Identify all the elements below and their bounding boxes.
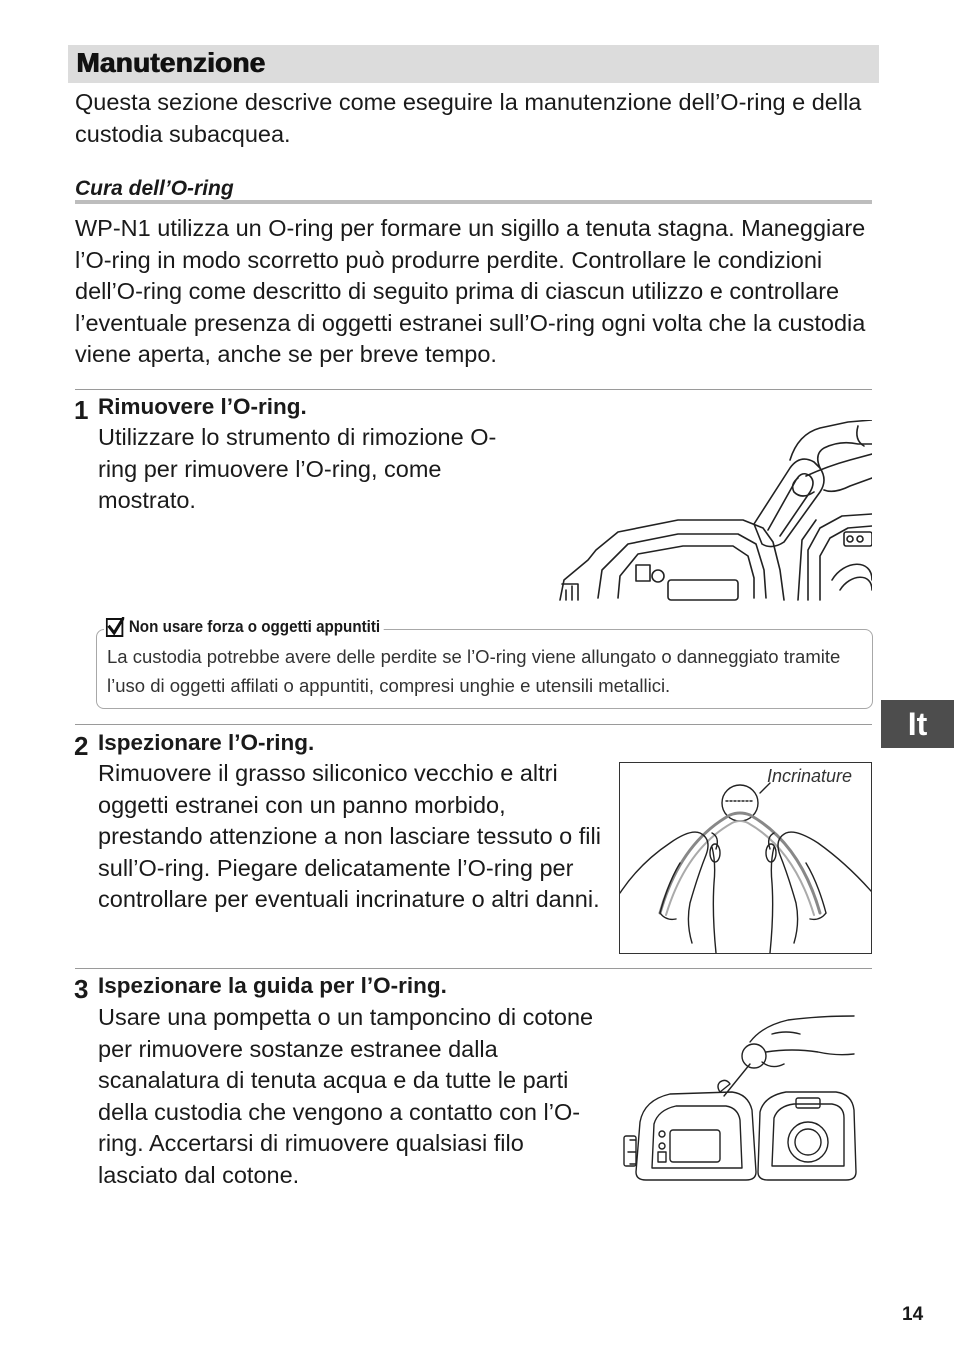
divider xyxy=(75,724,872,725)
hands-bending-oring-illustration xyxy=(620,763,871,953)
divider xyxy=(75,389,872,390)
divider xyxy=(75,968,872,969)
check-mark-icon xyxy=(106,617,124,637)
caution-note-title: Non usare forza o oggetti appuntiti xyxy=(128,618,381,636)
step-text: Rimuovere il grasso siliconico vecchio e altri oggetti estranei con un panno morbido, prestando attenzione a non lasciare tessuto o fili sull’O-ring. Piegare delicatamente l’O-ring per controllare per eventuali incrinature o altri danni. xyxy=(98,760,601,913)
step-title: Ispezionare la guida per l’O-ring. xyxy=(98,973,447,998)
subheading-oring-care: Cura dell’O-ring xyxy=(75,177,234,200)
oring-care-paragraph: WP-N1 utilizza un O-ring per formare un sigillo a tenuta stagna. Maneggiare l’O-ring in modo scorretto può produrre perdite. Controllare le condizioni dell’O-ring come descritto di seguito prima di ciascun utilizzo e controllare l’eventuale presenza di oggetti estranei sull’O-ring ogni volta che la custodia viene aperta, anche se per breve tempo. xyxy=(75,215,866,368)
oring-groove-cleaning-illustration xyxy=(622,1012,858,1184)
step-text: Utilizzare lo strumento di rimozione O-ring per rimuovere l’O-ring, come mostrato. xyxy=(98,424,497,514)
step-number: 1 xyxy=(74,395,89,425)
oring-removal-illustration xyxy=(558,420,872,602)
step-text: Usare una pompetta o un tamponcino di cotone per rimuovere sostanze estranee dalla scanalatura di tenuta acqua e da tutte le parti della custodia che vengono a contatto con l’O-ring. Accertarsi di rimuovere qualsiasi filo lasciato dal cotone. xyxy=(98,1004,594,1188)
caution-note-text: La custodia potrebbe avere delle perdite se l’O-ring viene allungato o danneggiato tramite l’uso di oggetti affilati o appuntiti, compresi unghie e utensili metallici. xyxy=(107,646,841,696)
step-number: 3 xyxy=(74,974,89,1004)
step-title: Ispezionare l’O-ring. xyxy=(98,730,315,755)
step-title: Rimuovere l’O-ring. xyxy=(98,394,307,419)
section-title: Manutenzione xyxy=(76,47,266,78)
step-number: 2 xyxy=(74,731,89,761)
intro-paragraph: Questa sezione descrive come eseguire la manutenzione dell’O-ring e della custodia subacquea. xyxy=(75,89,862,147)
page-number: 14 xyxy=(902,1304,924,1325)
caution-note-heading xyxy=(104,616,384,638)
oring-inspection-figure xyxy=(619,762,872,954)
language-tab: It xyxy=(881,700,954,748)
figure-label-cracks: Incrinature xyxy=(767,766,853,786)
